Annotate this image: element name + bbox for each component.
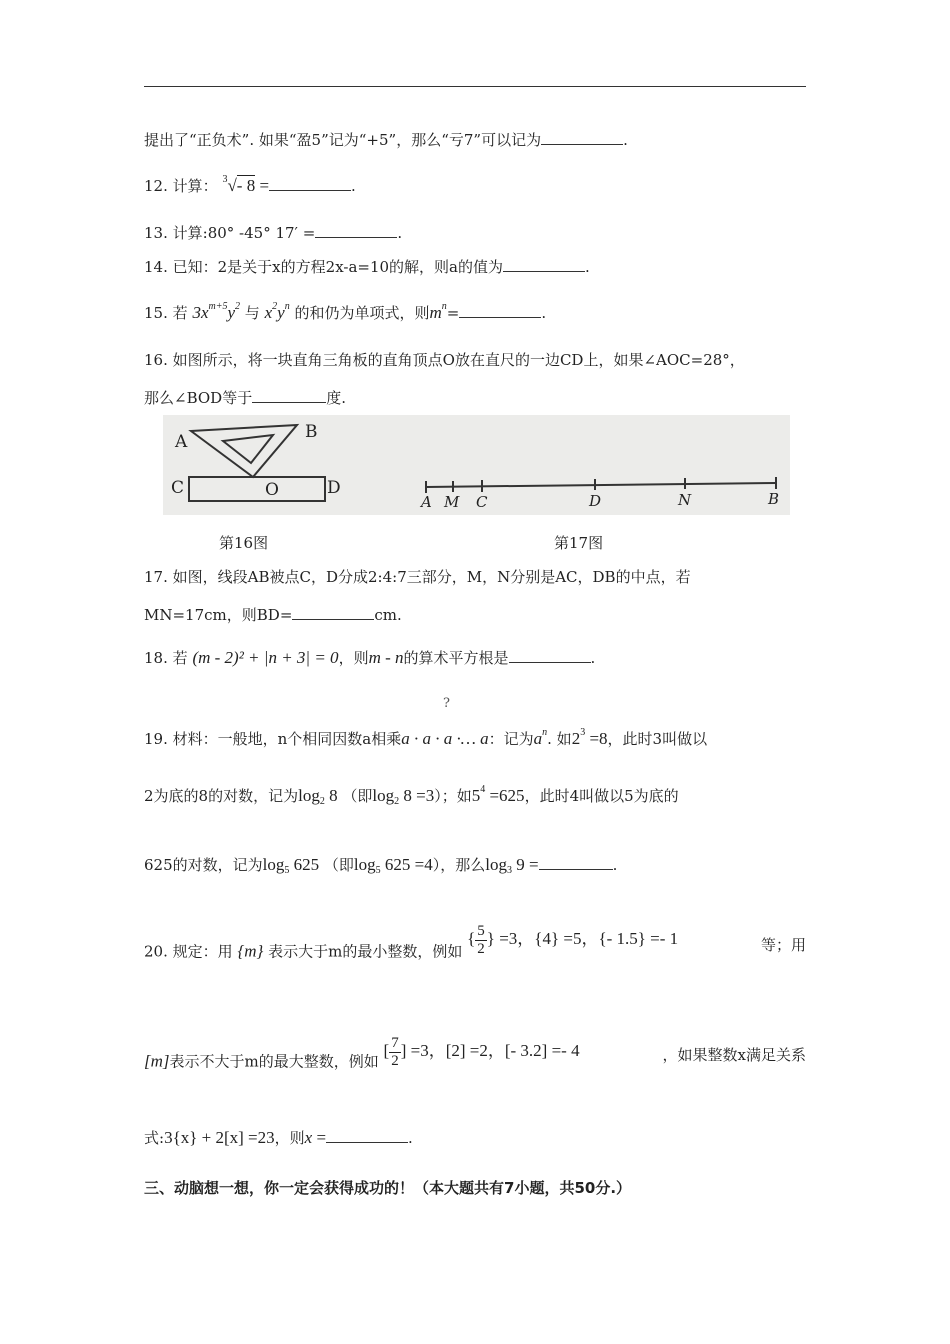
question-number: 12. [144, 177, 168, 195]
figure-17-segment [419, 477, 779, 511]
question-16-line1 [144, 350, 806, 370]
coef: 3x [192, 303, 209, 322]
product-expression: a · a · a ·… a [401, 729, 489, 748]
exponent: n [441, 301, 447, 312]
question-text: . 如 [547, 730, 572, 748]
triangle-inner [223, 435, 273, 463]
equals-sign: = [446, 304, 460, 322]
label-a: A [175, 432, 188, 452]
base: 5 [471, 786, 481, 805]
exponent: 3 [580, 727, 586, 738]
radical-index: 3 [222, 174, 228, 185]
exponent: 2 [235, 301, 241, 312]
fraction [389, 1035, 401, 1070]
question-text: 2为底的8的对数，记为 [144, 787, 299, 805]
power-example [472, 786, 525, 805]
power-m-n [429, 303, 446, 322]
answer-blank-13[interactable] [315, 223, 397, 238]
exponent: 4 [480, 784, 486, 795]
log-base: 5 [284, 865, 290, 876]
label-o: O [265, 480, 279, 500]
cube-root-expression: $^3$√- 8 = [222, 174, 270, 195]
value: =625 [485, 786, 525, 805]
log-arg: 9 = [512, 855, 539, 874]
log-arg: 8 [324, 786, 338, 805]
log-base: 3 [507, 865, 512, 876]
relation-equation: 3{x} + 2[x] =23 [164, 1128, 275, 1147]
label-c: C [171, 478, 185, 498]
question-16-line2 [144, 388, 806, 408]
log-word: log [372, 786, 395, 805]
question-19-line3 [144, 855, 806, 881]
question-text: 的和仍为单项式，则 [294, 304, 430, 322]
question-text: ）；如 [434, 787, 472, 805]
log-expression [372, 786, 434, 805]
question-11-text: 提出了“正负术”. 如果“盈5”记为“+5”，那么“亏7”可以记为 [144, 131, 542, 149]
question-text: cm. [374, 606, 402, 624]
monomial-1 [192, 303, 240, 322]
question-text: 的算术平方根是 [403, 649, 509, 667]
log-expression [354, 855, 433, 874]
point-label: B [768, 490, 780, 508]
var-y: y [227, 303, 236, 322]
question-text: 表示不大于m的最大整数，例如 [169, 1052, 379, 1071]
base: 2 [571, 729, 581, 748]
label-b: B [305, 422, 318, 442]
section-3-heading: 三、动脑想一想，你一定会获得成功的！（本大题共有7小题，共50分.） [144, 1179, 632, 1197]
answer-blank-14[interactable] [503, 257, 585, 272]
question-text: 与 [244, 304, 260, 322]
question-text: 计算:80° -45° 17′ = [172, 224, 316, 242]
answer-blank-16[interactable] [252, 388, 326, 403]
period: . [585, 258, 590, 276]
question-17-line2 [144, 605, 806, 625]
log-base: 2 [394, 796, 400, 807]
segment-ab [426, 483, 776, 487]
question-11-line [144, 130, 806, 150]
point-label: M [444, 493, 460, 511]
question-14 [144, 257, 806, 277]
log-base: 5 [375, 865, 381, 876]
question-text: 那么∠BOD等于 [144, 389, 253, 407]
question-18 [144, 648, 806, 668]
log-expression [263, 855, 319, 874]
question-number: 13. [144, 224, 168, 242]
ceiling-notation: {m} [237, 941, 264, 961]
floor-notation: [m] [144, 1051, 170, 1071]
question-19-line2 [144, 780, 806, 812]
question-17-line1 [144, 567, 806, 587]
answer-blank-18[interactable] [509, 648, 591, 663]
question-text: 如图，线段AB被点C，D分成2:4:7三部分，M，N分别是AC，DB的中点，若 [172, 568, 691, 586]
radicand: - 8 [236, 176, 256, 195]
numerator: 7 [391, 1035, 399, 1051]
question-text: （即 [342, 787, 373, 805]
question-text: 625的对数，记为 [144, 856, 263, 874]
question-text: ，则 [274, 1129, 305, 1147]
log-arg: 625 [289, 855, 320, 874]
value: =8 [585, 729, 608, 748]
question-number: 15. [144, 304, 168, 322]
log-word: log [298, 786, 320, 805]
question-20-line1 [144, 923, 806, 970]
question-number: 20. [144, 942, 168, 961]
figure-panel [163, 415, 790, 515]
floor-examples: [ $\frac{7}{2}$ ] =3，[2] =2，[- 3.2] =- 4 [383, 1035, 580, 1069]
question-text: MN=17cm，则BD= [144, 606, 293, 624]
ceiling-examples: { $\frac{5}{2}$ } =3，{4} =5，{- 1.5} =- 1 [467, 923, 679, 957]
exponent: n [542, 727, 548, 738]
period: . [408, 1129, 413, 1147]
examples-rest: ] =3，[2] =2，[- 3.2] =- 4 [400, 1041, 580, 1061]
answer-blank-19[interactable] [539, 855, 613, 870]
log-word: log [262, 855, 285, 874]
figures-svg [163, 415, 790, 515]
monomial-2 [265, 303, 290, 322]
equals-sign: = [259, 176, 270, 195]
answer-blank-20[interactable] [326, 1128, 408, 1143]
figure-16-triangle-ruler [171, 422, 341, 501]
question-text: 式: [144, 1129, 165, 1147]
var-m: m [429, 303, 442, 322]
log-arg: 625 =4 [380, 855, 433, 874]
point-label: N [678, 491, 692, 509]
garbled-glyphs: ? [443, 696, 453, 711]
log-word: log [353, 855, 376, 874]
question-text: 表示大于m的最小整数，例如 [268, 942, 463, 961]
exponent: 2 [272, 301, 278, 312]
period: . [397, 224, 403, 242]
caption-fig17: 第17图 [554, 534, 604, 552]
question-text: ，则 [338, 649, 369, 667]
log-expression [485, 855, 538, 874]
base: a [533, 729, 543, 748]
question-text: ，此时4叫做以5为底的 [524, 787, 679, 805]
period: . [351, 177, 356, 195]
log-word: log [485, 855, 507, 874]
question-number: 18. [144, 649, 168, 667]
denominator: 2 [391, 1053, 399, 1069]
caption-fig16: 第16图 [219, 534, 269, 552]
question-15 [144, 297, 806, 323]
answer-blank-11[interactable] [541, 130, 623, 145]
power-a-n [534, 729, 548, 748]
question-19-line1 [144, 723, 806, 749]
question-text: 若 [172, 649, 188, 667]
question-number: 14. [144, 258, 168, 276]
period: . [623, 131, 628, 149]
question-text: ），那么 [432, 856, 486, 874]
log-arg: 8 =3 [399, 786, 435, 805]
answer-blank-15[interactable] [459, 303, 541, 318]
question-text: ：记为 [488, 730, 534, 748]
exponent: m+5 [208, 301, 228, 312]
question-text: 如图所示，将一块直角三角板的直角顶点O放在直尺的一边CD上，如果∠AOC=28°， [172, 351, 745, 369]
log-expression [298, 786, 337, 805]
question-number: 16. [144, 351, 168, 369]
equation-expression: (m - 2)² + |n + 3| = 0 [192, 648, 339, 667]
question-text: ，如果整数x满足关系 [662, 1046, 806, 1064]
exponent: n [284, 301, 290, 312]
period: . [612, 856, 618, 874]
point-label: C [476, 493, 488, 511]
point-label: A [421, 493, 432, 511]
question-number: 19. [144, 730, 168, 748]
question-20-line2 [144, 1035, 806, 1080]
question-text: 计算： [172, 177, 218, 195]
question-text: 已知：2是关于x的方程2x-a=10的解，则a的值为 [172, 258, 503, 276]
equals-sign: = [312, 1128, 327, 1147]
question-text: 等；用 [760, 936, 806, 954]
denominator: 2 [477, 941, 485, 957]
var-x: x [304, 1128, 313, 1147]
question-text: 度. [326, 389, 346, 407]
period: . [590, 649, 596, 667]
ruler [189, 477, 325, 501]
var-x: x [264, 303, 273, 322]
question-13 [144, 223, 806, 243]
answer-blank-17[interactable] [292, 605, 374, 620]
fraction [475, 923, 487, 958]
period: . [541, 304, 547, 322]
label-d: D [327, 478, 341, 498]
question-text: 规定：用 [172, 942, 233, 961]
triangle-outer [191, 425, 297, 477]
question-20-line3 [144, 1128, 806, 1148]
question-number: 17. [144, 568, 168, 586]
question-12 [144, 170, 806, 196]
question-text: ，此时3叫做以 [607, 730, 708, 748]
answer-blank-12[interactable] [269, 176, 351, 191]
numerator: 5 [477, 923, 485, 939]
header-rule [144, 86, 806, 87]
expression-m-minus-n: m - n [368, 648, 404, 667]
question-text: 若 [172, 304, 188, 322]
question-text: 材料：一般地，n个相同因数a相乘 [172, 730, 402, 748]
var-y: y [277, 303, 285, 322]
examples-rest: =3，{4} =5，{- 1.5} =- 1 [499, 929, 679, 949]
point-label: D [589, 492, 602, 510]
question-text: （即 [323, 856, 354, 874]
power-example [572, 729, 608, 748]
log-base: 2 [319, 796, 325, 807]
